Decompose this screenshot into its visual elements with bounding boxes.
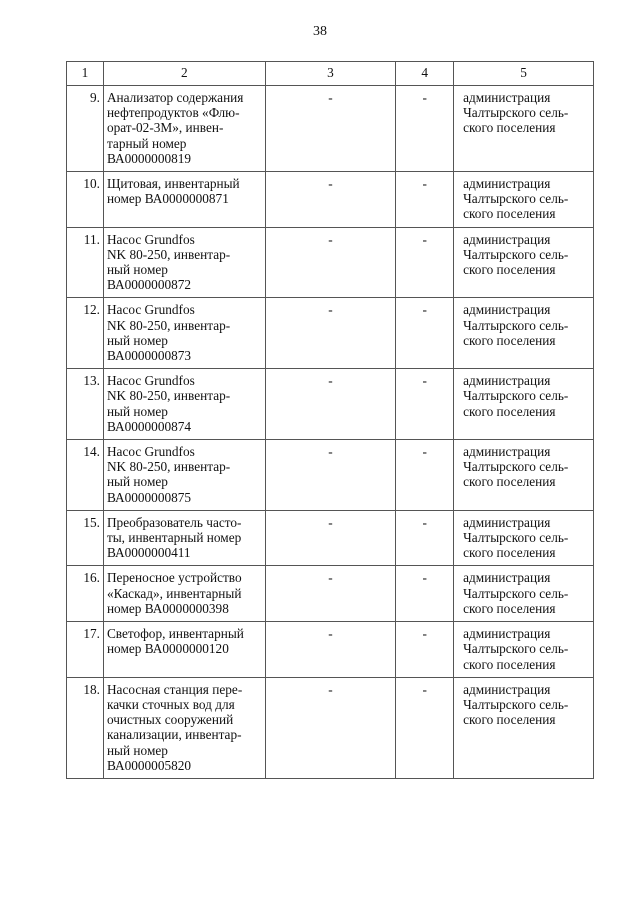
column-3-value: - [265,566,396,622]
owner-name: администрация Чалтырского сель- ского поселения [454,86,594,172]
table-row [67,298,594,369]
row-number: 16. [67,566,104,622]
row-number: 15. [67,510,104,566]
table-header-row [67,62,594,86]
property-table [66,61,594,779]
row-number: 13. [67,369,104,440]
column-3-value: - [265,369,396,440]
owner-name: администрация Чалтырского сель- ского поселения [454,172,594,228]
row-number: 18. [67,677,104,778]
column-3-value: - [265,677,396,778]
column-3-value: - [265,227,396,298]
column-4-value: - [396,298,454,369]
owner-name: администрация Чалтырского сель- ского поселения [454,622,594,678]
item-name: Насос Grundfos NK 80-250, инвентар- ный номер ВА0000000873 [103,298,265,369]
table-row [67,566,594,622]
column-3-value: - [265,440,396,511]
header-cell: 3 [265,62,396,86]
table-row [67,227,594,298]
column-3-value: - [265,172,396,228]
item-name: Переносное устройство «Каскад», инвентарный номер ВА0000000398 [103,566,265,622]
item-name: Светофор, инвентарный номер ВА0000000120 [103,622,265,678]
owner-name: администрация Чалтырского сель- ского поселения [454,369,594,440]
column-4-value: - [396,369,454,440]
owner-name: администрация Чалтырского сель- ского поселения [454,510,594,566]
column-4-value: - [396,622,454,678]
table-row [67,622,594,678]
header-cell: 2 [103,62,265,86]
header-cell: 1 [67,62,104,86]
item-name: Насос Grundfos NK 80-250, инвентар- ный номер ВА0000000874 [103,369,265,440]
item-name: Преобразователь часто- ты, инвентарный номер ВА0000000411 [103,510,265,566]
owner-name: администрация Чалтырского сель- ского поселения [454,298,594,369]
page-number: 38 [313,24,327,39]
item-name: Анализатор содержания нефтепродуктов «Флю- орат-02-3М», инвен- тарный номер ВА0000000819 [103,86,265,172]
owner-name: администрация Чалтырского сель- ского поселения [454,677,594,778]
column-4-value: - [396,566,454,622]
column-4-value: - [396,510,454,566]
table-row [67,440,594,511]
table-row [67,369,594,440]
row-number: 14. [67,440,104,511]
row-number: 17. [67,622,104,678]
column-4-value: - [396,440,454,511]
column-4-value: - [396,172,454,228]
row-number: 12. [67,298,104,369]
column-3-value: - [265,298,396,369]
row-number: 11. [67,227,104,298]
header-cell: 4 [396,62,454,86]
row-number: 10. [67,172,104,228]
column-4-value: - [396,227,454,298]
column-3-value: - [265,510,396,566]
column-3-value: - [265,86,396,172]
owner-name: администрация Чалтырского сель- ского поселения [454,566,594,622]
table-row [67,510,594,566]
header-cell: 5 [454,62,594,86]
column-3-value: - [265,622,396,678]
item-name: Насос Grundfos NK 80-250, инвентар- ный номер ВА0000000872 [103,227,265,298]
item-name: Насос Grundfos NK 80-250, инвентар- ный номер ВА0000000875 [103,440,265,511]
column-4-value: - [396,86,454,172]
item-name: Щитовая, инвентарный номер ВА0000000871 [103,172,265,228]
table-row [67,677,594,778]
table-row [67,86,594,172]
item-name: Насосная станция пере- качки сточных вод для очистных сооружений канализации, инвентар- ный номер ВА0000005820 [103,677,265,778]
row-number: 9. [67,86,104,172]
owner-name: администрация Чалтырского сель- ского поселения [454,227,594,298]
column-4-value: - [396,677,454,778]
table-row [67,172,594,228]
owner-name: администрация Чалтырского сель- ского поселения [454,440,594,511]
